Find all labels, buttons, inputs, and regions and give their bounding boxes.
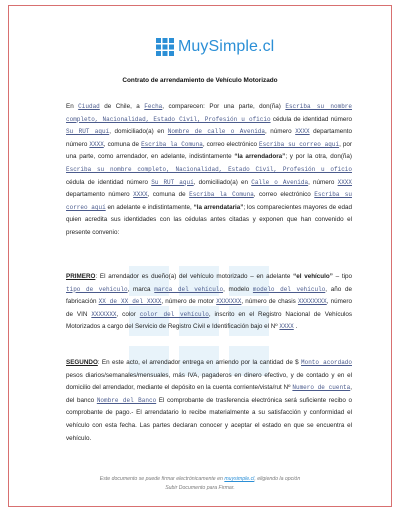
footer-link[interactable]: muysimple.cl bbox=[224, 476, 255, 482]
text: , número bbox=[265, 128, 296, 136]
text: – tipo bbox=[332, 273, 352, 280]
logo[interactable] bbox=[155, 37, 274, 57]
footer-text: , eligiendo la opción bbox=[254, 476, 301, 482]
field-lessee-street[interactable]: Calle o Avenida bbox=[251, 178, 309, 186]
field-vehicle-model[interactable]: modelo del vehículo bbox=[252, 285, 326, 293]
field-lessee-rut[interactable]: Su RUT aquí bbox=[151, 178, 194, 186]
term-lessee: “la arrendataria” bbox=[193, 203, 244, 211]
text: , número de VIN bbox=[66, 298, 352, 318]
field-lessee-email[interactable]: Escriba su correo aquí bbox=[66, 191, 352, 211]
field-lessor-rut[interactable]: Su RUT aquí bbox=[66, 128, 110, 136]
paragraph-second-clause bbox=[66, 357, 352, 445]
field-chassis-number[interactable]: XXXXXXXX bbox=[297, 298, 327, 306]
text: , inscrito en el Registro Nacional de Vehículos Motorizados a cargo del Servicio de Registro Civil e Identificación bajo el Nº bbox=[66, 310, 353, 331]
field-bank-name[interactable]: Nombre del Banco bbox=[96, 396, 157, 404]
text: , comuna de bbox=[103, 140, 142, 148]
term-lessor: “la arrendadora” bbox=[234, 153, 286, 161]
field-registry-number[interactable]: XXXX bbox=[279, 323, 294, 331]
term-vehicle: “el vehículo” bbox=[293, 273, 333, 280]
field-lessee-name[interactable]: Escriba su nombre completo, Nacionalidad, Estado Civil, Profesión u oficio bbox=[66, 165, 352, 173]
text: ; y por la otra, don(ña) bbox=[285, 153, 353, 161]
text: cédula de identidad número bbox=[270, 115, 353, 123]
text: , correo electrónico bbox=[202, 140, 260, 148]
field-lessor-number[interactable]: XXXX bbox=[295, 128, 310, 136]
field-lessee-apartment[interactable]: XXXX bbox=[133, 191, 148, 199]
footer-text: Este documento se puede firmar electrónicamente en bbox=[99, 476, 225, 482]
field-date[interactable]: Fecha bbox=[144, 103, 163, 110]
field-lessor-apartment[interactable]: XXXX bbox=[89, 140, 104, 148]
text: ; los comparecientes mayores de edad quien acredita sus identidades con las cédulas antes citadas y exponen que han convenido el presente convenio: bbox=[66, 203, 353, 236]
clause-heading-second: SEGUNDO bbox=[66, 359, 98, 366]
text: , del banco bbox=[66, 384, 352, 404]
text: , año de fabricación bbox=[66, 285, 353, 306]
document-title: Contrato de arrendamiento de Vehículo Motorizado bbox=[122, 77, 278, 84]
text: departamento número bbox=[66, 191, 134, 199]
grid-logo-icon bbox=[155, 37, 175, 57]
field-lessee-number[interactable]: XXXX bbox=[337, 178, 352, 186]
field-vehicle-color[interactable]: color del vehículo bbox=[139, 310, 209, 318]
text: , domiciliado(a) en bbox=[109, 128, 168, 136]
field-city[interactable]: Ciudad bbox=[78, 103, 100, 110]
text: , número bbox=[308, 178, 338, 186]
text: , domiciliado(a) en bbox=[193, 178, 252, 186]
field-vin-number[interactable]: XXXXXXX bbox=[91, 310, 117, 318]
text: , número de chasis bbox=[241, 298, 298, 306]
logo-text: MuySimple.cl bbox=[178, 38, 275, 55]
field-amount[interactable]: Monto acordado bbox=[301, 359, 352, 366]
footer-option: Subir Documento para Firmar. bbox=[165, 485, 235, 491]
text: , correo electrónico bbox=[253, 191, 315, 199]
clause-heading-first: PRIMERO bbox=[66, 273, 96, 280]
text: en adelante e indistintamente, bbox=[105, 203, 194, 211]
text: pesos diarios/semanales/mensuales, más IVA, pagaderos en dinero efectivo, y de contado y en el domicilio del arrendador, mediante el depósito en la cuenta corriente/vista/rut Nº bbox=[66, 371, 352, 392]
text: de Chile, a bbox=[99, 103, 145, 110]
paragraph-parties bbox=[66, 101, 352, 240]
document-page bbox=[8, 5, 392, 507]
text: En bbox=[66, 103, 79, 110]
field-lessee-commune[interactable]: Escriba la Comuna bbox=[189, 191, 254, 199]
field-engine-number[interactable]: XXXXXXX bbox=[216, 298, 242, 306]
field-lessor-commune[interactable]: Escriba la Comuna bbox=[141, 140, 203, 148]
text: . bbox=[293, 323, 298, 331]
text: El comprobante de trasferencia electrónica será suficiente recibo o comprobante de pago.- El arrendatario lo recibe materialmente a su satisfacción y conformidad el vehículo con esta fecha. Las partes declaran conocer y aceptar el estado en que se encuentra el vehículo. bbox=[66, 396, 352, 442]
text: : El arrendador es dueño(a) del vehículo motorizado – en adelante bbox=[95, 273, 294, 280]
field-account-number[interactable]: Numero de cuenta bbox=[292, 384, 351, 392]
text: , número de motor bbox=[161, 298, 217, 306]
text: , comuna de bbox=[147, 191, 190, 199]
field-vehicle-brand[interactable]: marca del vehículo bbox=[154, 285, 224, 293]
text: , por una parte, como arrendador, en adelante, indistintamente bbox=[66, 140, 352, 161]
field-lessor-email[interactable]: Escriba su correo aquí bbox=[259, 140, 340, 148]
field-vehicle-year[interactable]: XX de XX del XXXX bbox=[98, 298, 162, 306]
text: departamento número bbox=[66, 128, 353, 148]
field-lessor-name[interactable]: Escriba su nombre completo, Nacionalidad, Estado Civil, Profesión u oficio bbox=[66, 103, 353, 123]
field-lessor-street[interactable]: Nombre de calle o Avenida bbox=[167, 128, 265, 136]
text: , marca bbox=[127, 285, 155, 293]
text: , comparecen: Por una parte, don(ña) bbox=[162, 103, 286, 110]
paragraph-first-clause bbox=[66, 271, 352, 334]
text: , color bbox=[116, 310, 140, 318]
text: cédula de identidad número bbox=[66, 178, 152, 186]
text: , modelo bbox=[223, 285, 253, 293]
field-vehicle-type[interactable]: tipo de vehículo bbox=[66, 285, 128, 293]
footer-note bbox=[49, 475, 351, 493]
text: : En este acto, el arrendador entrega en arriendo por la cantidad de $ bbox=[97, 359, 301, 366]
